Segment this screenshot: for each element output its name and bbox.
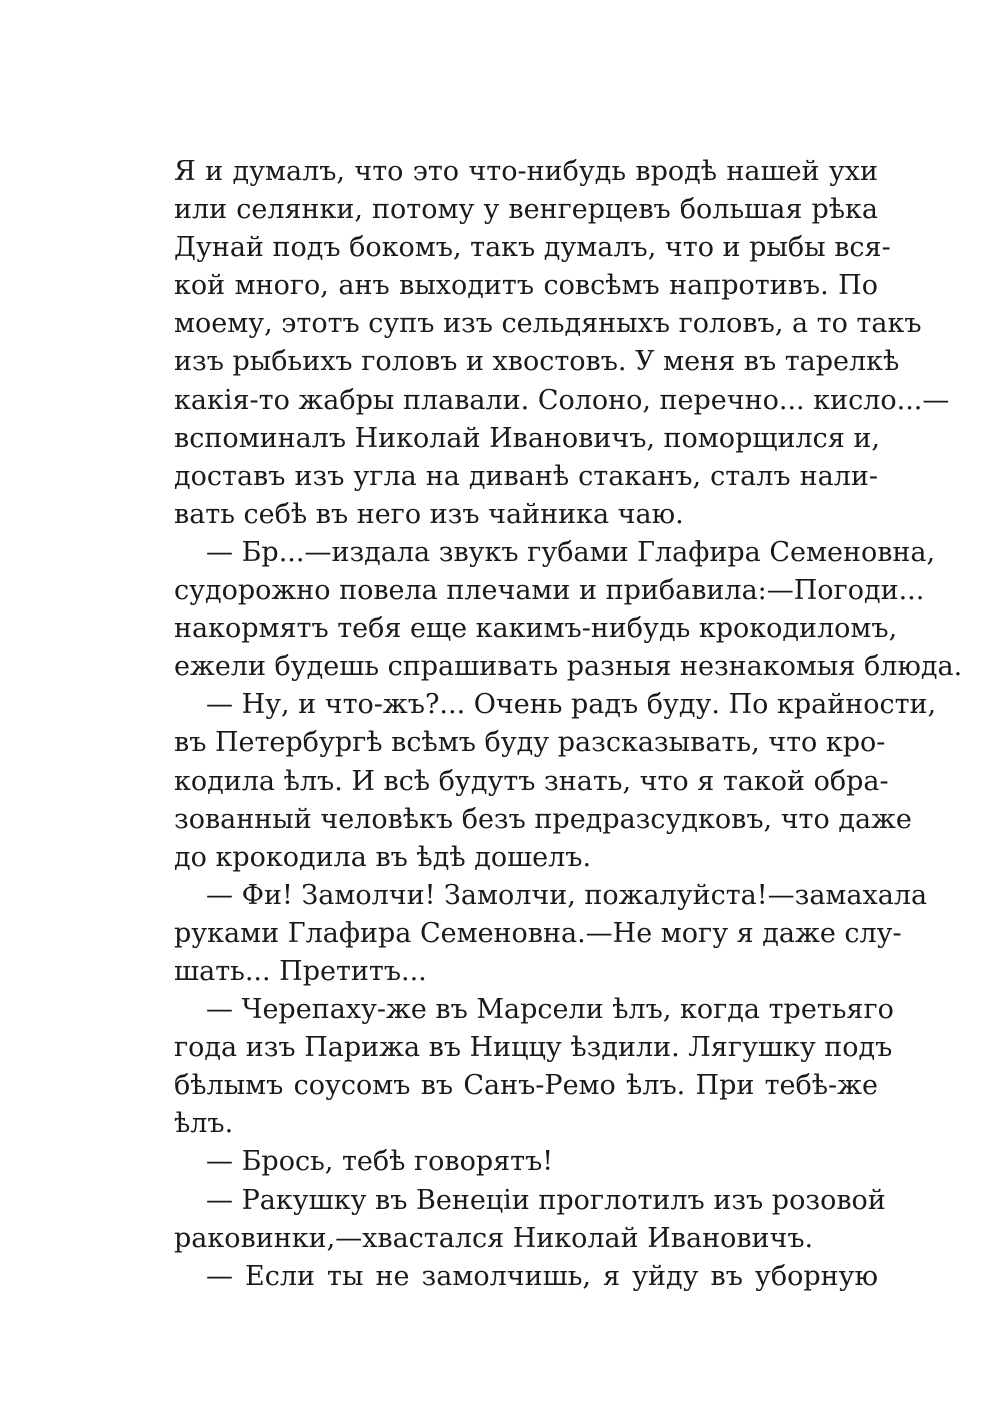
text-line: въ Петербургѣ всѣмъ буду разсказывать, что кро- — [174, 727, 886, 759]
text-line: накормятъ тебя еще какимъ-нибудь крокодиломъ, — [174, 613, 898, 645]
text-line: — Ну, и что-жъ?... Очень радъ буду. По крайности, — [206, 689, 937, 721]
text-line: года изъ Парижа въ Ниццу ѣздили. Лягушку подъ — [174, 1032, 893, 1064]
text-line: кой много, анъ выходитъ совсѣмъ напротивъ. По — [174, 270, 878, 302]
text-line: доставъ изъ угла на диванѣ стаканъ, сталъ нали- — [174, 460, 878, 492]
text-line: ежели будешь спрашивать разныя незнакомыя блюда. — [174, 651, 963, 683]
text-line: — Фи! Замолчи! Замолчи, пожалуйста!—замахала — [206, 879, 928, 911]
text-line: или селянки, потому у венгерцевъ большая рѣка — [174, 194, 878, 226]
text-line: — Ракушку въ Венеціи проглотилъ изъ розовой — [206, 1184, 886, 1216]
text-line: — Черепаху-же въ Марсели ѣлъ, когда третьяго — [206, 994, 894, 1026]
text-line: ѣлъ. — [174, 1108, 234, 1140]
text-line: зованный человѣкъ безъ предразсудковъ, что даже — [174, 803, 912, 835]
text-line: руками Глафира Семеновна.—Не могу я даже слу- — [174, 917, 902, 949]
text-line: — Если ты не замолчишь, я уйду въ уборную — [206, 1260, 878, 1292]
text-line: Дунай подъ бокомъ, такъ думалъ, что и рыбы вся- — [174, 232, 891, 264]
text-line: раковинки,—хвастался Николай Ивановичъ. — [174, 1222, 814, 1254]
text-line: бѣлымъ соусомъ въ Санъ-Ремо ѣлъ. При тебѣ-же — [174, 1070, 878, 1102]
text-line: — Брось, тебѣ говорятъ! — [206, 1146, 554, 1178]
text-line: судорожно повела плечами и прибавила:—Погоди... — [174, 575, 925, 607]
page-text — [174, 153, 963, 1296]
text-line: шать... Претитъ... — [174, 955, 427, 987]
text-line: до крокодила въ ѣдѣ дошелъ. — [174, 841, 592, 873]
text-line: кодила ѣлъ. И всѣ будутъ знать, что я такой обра- — [174, 765, 889, 797]
text-line: Я и думалъ, что это что-нибудь вродѣ нашей ухи — [174, 156, 878, 187]
text-line: вспоминалъ Николай Ивановичъ, поморщился и, — [174, 422, 880, 454]
text-line: изъ рыбьихъ головъ и хвостовъ. У меня въ тарелкѣ — [174, 346, 900, 378]
text-line: моему, этотъ супъ изъ сельдяныхъ головъ, а то такъ — [174, 308, 922, 340]
text-line: вать себѣ въ него изъ чайника чаю. — [174, 498, 684, 530]
text-line: какія-то жабры плавали. Солоно, перечно... кисло...— — [174, 384, 950, 416]
text-line: — Бр...—издала звукъ губами Глафира Семеновна, — [206, 536, 936, 568]
